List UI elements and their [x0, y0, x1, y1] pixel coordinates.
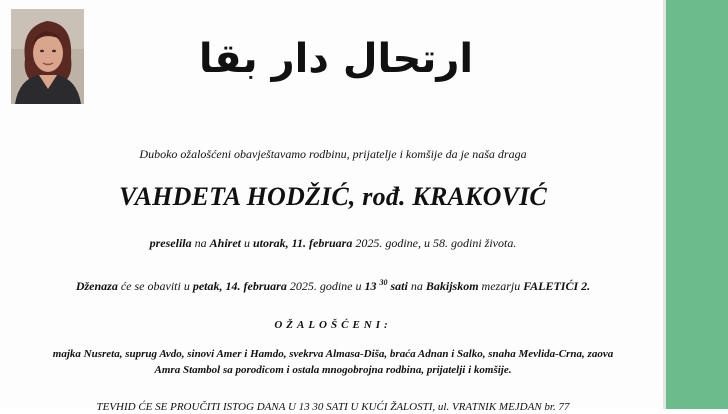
green-side-stripe — [666, 0, 728, 409]
passed-date: utorak, 11. februara — [252, 236, 353, 250]
arabic-calligraphy — [198, 14, 474, 94]
funeral-text-4: mezarju — [478, 279, 524, 293]
funeral-line — [0, 278, 666, 294]
deceased-name: VAHDETA HODŽIĆ, rođ. KRAKOVIĆ — [119, 182, 547, 211]
funeral-place: FALETIĆI 2. — [523, 279, 591, 293]
funeral-cemetery: Bakijskom — [425, 279, 479, 293]
funeral-word: Dženaza — [75, 279, 118, 293]
arabic-calligraphy-text: ارتحال دار بقا — [198, 36, 474, 82]
passed-text-2: u — [240, 236, 253, 250]
passed-text-3: 2025. godine, u 58. godini života. — [352, 236, 517, 250]
mourners-line-2: Amra Stambol sa porodicom i ostala mnogobrojna rodbina, prijatelji i komšije. — [154, 364, 512, 376]
passed-verb: preselila — [149, 236, 192, 250]
mourners-list — [8, 346, 658, 378]
funeral-sati: sati — [387, 279, 408, 293]
funeral-date: petak, 14. februara — [192, 279, 287, 293]
mourners-heading: OŽALOŠĆENI: — [274, 319, 392, 331]
funeral-minutes: 30 — [379, 278, 388, 287]
funeral-text-2: 2025. godine u — [286, 279, 365, 293]
tevhid-line: TEVHID ĆE SE PROUČITI ISTOG DANA U 13 30 SATI U KUĆI ŽALOSTI, ul. VRATNIK MEJDAN br. 77 — [96, 401, 570, 413]
deceased-photo — [11, 9, 84, 104]
passed-text-1: na — [191, 236, 210, 250]
funeral-hour: 13 — [364, 279, 377, 293]
passed-ahiret: Ahiret — [209, 236, 241, 250]
mourners-line-1: majka Nusreta, suprug Avdo, sinovi Amer i Hamdo, svekrva Almasa-Diša, braća Adnan i Salko, snaha Mevlida-Crna, zaova — [52, 348, 614, 360]
passed-away-line — [0, 236, 666, 251]
funeral-text-3: na — [407, 279, 426, 293]
funeral-text-1: će se obaviti u — [117, 279, 193, 293]
intro-text: Duboko ožalošćeni obavještavamo rodbinu, prijatelje i komšije da je naša draga — [139, 147, 527, 161]
